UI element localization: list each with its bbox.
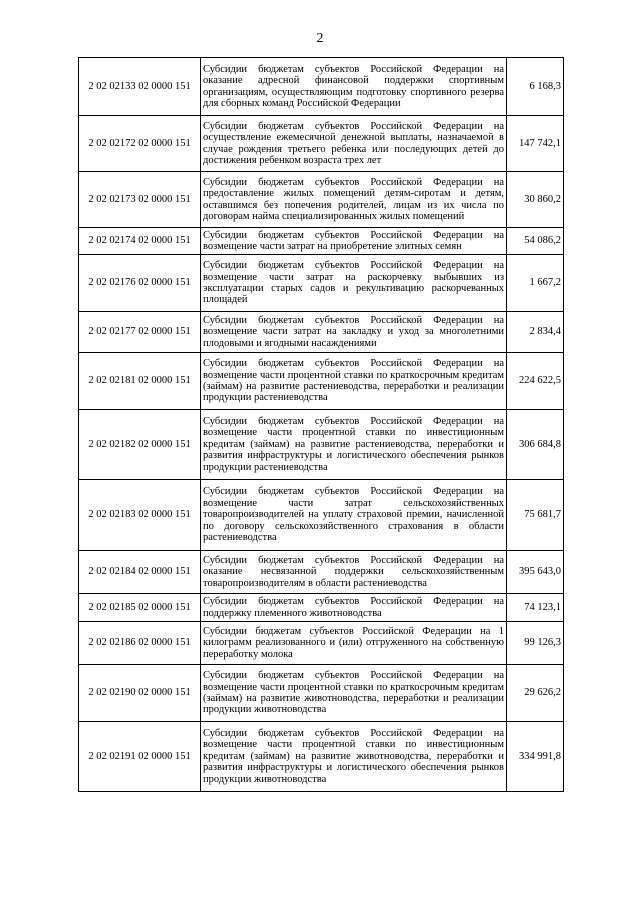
subsidy-description: Субсидии бюджетам субъектов Российской Федерации на возмещение части затрат на закладку и уход за многолетними плодовыми и ягодными насаждениями (201, 312, 507, 353)
budget-table (78, 57, 564, 792)
budget-code: 2 02 02186 02 0000 151 (79, 622, 201, 665)
subsidy-description: Субсидии бюджетам субъектов Российской Федерации на возмещение части процентной ставки по краткосрочным кредитам (займам) на развитие животноводства, переработки и реализации продукции животноводства (201, 665, 507, 722)
budget-code: 2 02 02183 02 0000 151 (79, 480, 201, 551)
subsidy-description: Субсидии бюджетам субъектов Российской Федерации на предоставление жилых помещений детям-сиротам и детям, оставшимся без попечения родителей, лицам из их числа по договорам найма специализированных жилых помещений (201, 172, 507, 228)
budget-code: 2 02 02172 02 0000 151 (79, 116, 201, 172)
table-row (79, 622, 564, 665)
table-row (79, 228, 564, 255)
table-row (79, 58, 564, 116)
subsidy-amount: 30 860,2 (507, 172, 564, 228)
table-row (79, 172, 564, 228)
subsidy-amount: 224 622,5 (507, 353, 564, 410)
subsidy-amount: 29 626,2 (507, 665, 564, 722)
budget-code: 2 02 02173 02 0000 151 (79, 172, 201, 228)
subsidy-description: Субсидии бюджетам субъектов Российской Федерации на возмещение части процентной ставки по краткосрочным кредитам (займам) на развитие растениеводства, переработки и реализации продукции растениеводства (201, 353, 507, 410)
table-row (79, 353, 564, 410)
subsidy-description: Субсидии бюджетам субъектов Российской Федерации на осуществление ежемесячной денежной выплаты, назначаемой в случае рождения третьего ребенка или последующих детей до достижения ребенком возраста трех лет (201, 116, 507, 172)
subsidy-description: Субсидии бюджетам субъектов Российской Федерации на возмещение части затрат на приобретение элитных семян (201, 228, 507, 255)
subsidy-amount: 2 834,4 (507, 312, 564, 353)
page-number: 2 (316, 31, 324, 46)
subsidy-description: Субсидии бюджетам субъектов Российской Федерации на оказание несвязанной поддержки сельскохозяйственным товаропроизводителям в области растениеводства (201, 551, 507, 594)
table-row (79, 551, 564, 594)
subsidy-description: Субсидии бюджетам субъектов Российской Федерации на 1 килограмм реализованного и (или) отгруженного на собственную переработку молока (201, 622, 507, 665)
table-row (79, 594, 564, 622)
budget-code: 2 02 02176 02 0000 151 (79, 255, 201, 312)
subsidy-description: Субсидии бюджетам субъектов Российской Федерации на оказание адресной финансовой поддержки спортивным организациям, осуществляющим подготовку спортивного резерва для сборных команд Российской Федерации (201, 58, 507, 116)
budget-code: 2 02 02174 02 0000 151 (79, 228, 201, 255)
budget-code: 2 02 02190 02 0000 151 (79, 665, 201, 722)
subsidy-amount: 54 086,2 (507, 228, 564, 255)
budget-code: 2 02 02185 02 0000 151 (79, 594, 201, 622)
subsidy-amount: 99 126,3 (507, 622, 564, 665)
budget-code: 2 02 02181 02 0000 151 (79, 353, 201, 410)
table-row (79, 410, 564, 480)
table-row (79, 116, 564, 172)
subsidy-amount: 6 168,3 (507, 58, 564, 116)
budget-code: 2 02 02177 02 0000 151 (79, 312, 201, 353)
table-row (79, 722, 564, 792)
table-row (79, 480, 564, 551)
subsidy-description: Субсидии бюджетам субъектов Российской Федерации на поддержку племенного животноводства (201, 594, 507, 622)
budget-code: 2 02 02182 02 0000 151 (79, 410, 201, 480)
table-row (79, 312, 564, 353)
table-row (79, 665, 564, 722)
budget-code: 2 02 02184 02 0000 151 (79, 551, 201, 594)
subsidy-amount: 306 684,8 (507, 410, 564, 480)
subsidy-amount: 334 991,8 (507, 722, 564, 792)
subsidy-amount: 74 123,1 (507, 594, 564, 622)
subsidy-amount: 75 681,7 (507, 480, 564, 551)
subsidy-description: Субсидии бюджетам субъектов Российской Федерации на возмещение части затрат на раскорчевку выбывших из эксплуатации старых садов и рекультивацию раскорчеванных площадей (201, 255, 507, 312)
subsidy-description: Субсидии бюджетам субъектов Российской Федерации на возмещение части затрат сельскохозяйственных товаропроизводителей на уплату страховой премии, начисленной по договору сельскохозяйственного страхования в области растениеводства (201, 480, 507, 551)
budget-code: 2 02 02191 02 0000 151 (79, 722, 201, 792)
subsidy-amount: 395 643,0 (507, 551, 564, 594)
subsidy-description: Субсидии бюджетам субъектов Российской Федерации на возмещение части процентной ставки по инвестиционным кредитам (займам) на развитие растениеводства, переработки и развития инфраструктуры и логистического обеспечения рынков продукции растениеводства (201, 410, 507, 480)
table-row (79, 255, 564, 312)
subsidy-description: Субсидии бюджетам субъектов Российской Федерации на возмещение части процентной ставки по инвестиционным кредитам (займам) на развитие животноводства, переработки и развития инфраструктуры и логистического обеспечения рынков продукции животноводства (201, 722, 507, 792)
subsidy-amount: 1 667,2 (507, 255, 564, 312)
budget-code: 2 02 02133 02 0000 151 (79, 58, 201, 116)
subsidy-amount: 147 742,1 (507, 116, 564, 172)
table-body (79, 58, 564, 792)
